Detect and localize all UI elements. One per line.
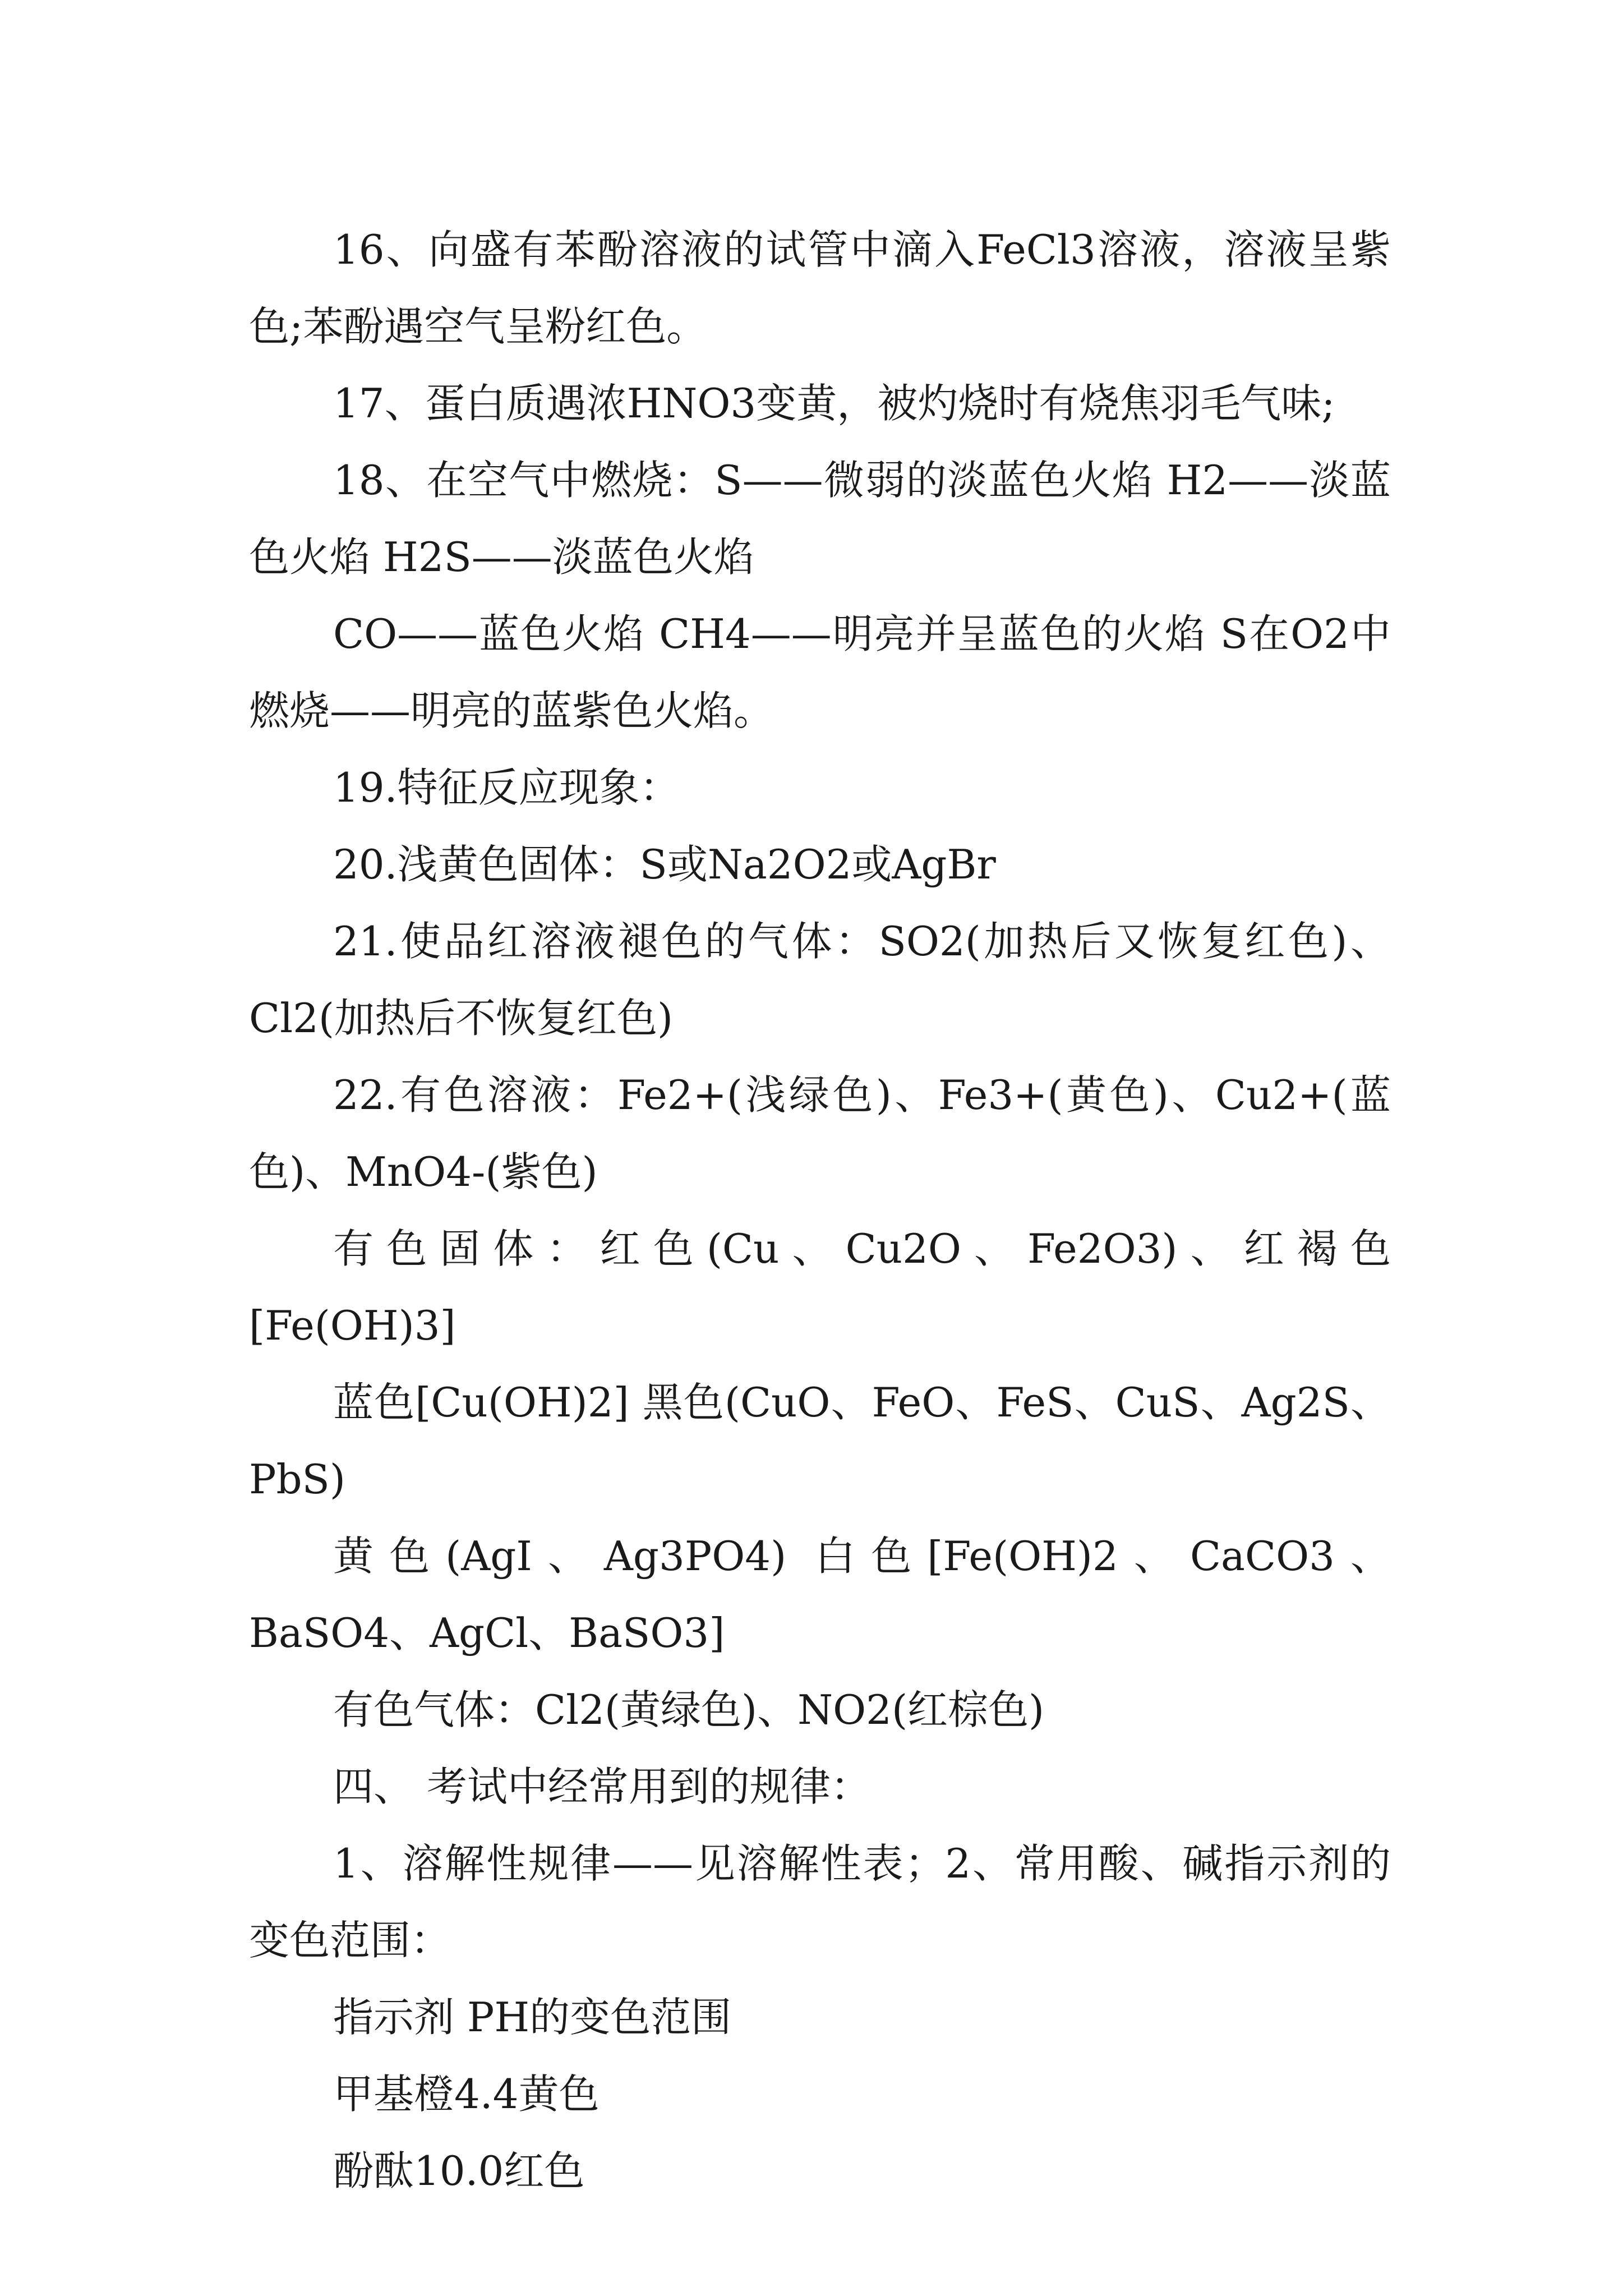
- paragraph-phenolphthalein: 酚酞10.0红色: [333, 2147, 585, 2194]
- paragraph-20: 20.浅黄色固体：S或Na2O2或AgBr: [333, 841, 996, 888]
- paragraph-21: 21.使品红溶液褪色的气体：SO2(加热后又恢复红色)、Cl2(加热后不恢复红色): [249, 918, 1391, 1042]
- paragraph-co-flame: CO——蓝色火焰 CH4——明亮并呈蓝色的火焰 S在O2中燃烧——明亮的蓝紫色火焰。: [249, 610, 1391, 734]
- document-body: [249, 211, 1391, 2210]
- paragraph-indicator-header: 指示剂 PH的变色范围: [333, 1994, 732, 2041]
- paragraph-rules-1-2: 1、溶解性规律——见溶解性表；2、常用酸、碱指示剂的变色范围：: [249, 1840, 1391, 1964]
- paragraph-16: 16、向盛有苯酚溶液的试管中滴入FeCl3溶液，溶液呈紫色;苯酚遇空气呈粉红色。: [249, 226, 1391, 350]
- paragraph-17: 17、蛋白质遇浓HNO3变黄，被灼烧时有烧焦羽毛气味;: [333, 380, 1335, 427]
- paragraph-18: 18、在空气中燃烧：S——微弱的淡蓝色火焰 H2——淡蓝色火焰 H2S——淡蓝色火焰: [249, 457, 1391, 581]
- paragraph-colored-gases: 有色气体：Cl2(黄绿色)、NO2(红棕色): [333, 1686, 1045, 1733]
- paragraph-22: 22.有色溶液：Fe2+(浅绿色)、Fe3+(黄色)、Cu2+(蓝色)、MnO4-(紫色): [249, 1071, 1391, 1195]
- paragraph-methyl-orange: 甲基橙4.4黄色: [333, 2070, 600, 2118]
- paragraph-blue-black: 蓝色[Cu(OH)2] 黑色(CuO、FeO、FeS、CuS、Ag2S、PbS): [249, 1379, 1391, 1503]
- paragraph-19: 19.特征反应现象：: [333, 764, 680, 811]
- paragraph-colored-solids: 有色固体：红色(Cu、Cu2O、Fe2O3)、红褐色[Fe(OH)3]: [249, 1225, 1391, 1349]
- paragraph-yellow-white: 黄色(AgI、Ag3PO4) 白色[Fe(OH)2、CaCO3、BaSO4、AgCl、BaSO3]: [249, 1533, 1391, 1657]
- section-heading-4: 四、 考试中经常用到的规律：: [333, 1763, 871, 1810]
